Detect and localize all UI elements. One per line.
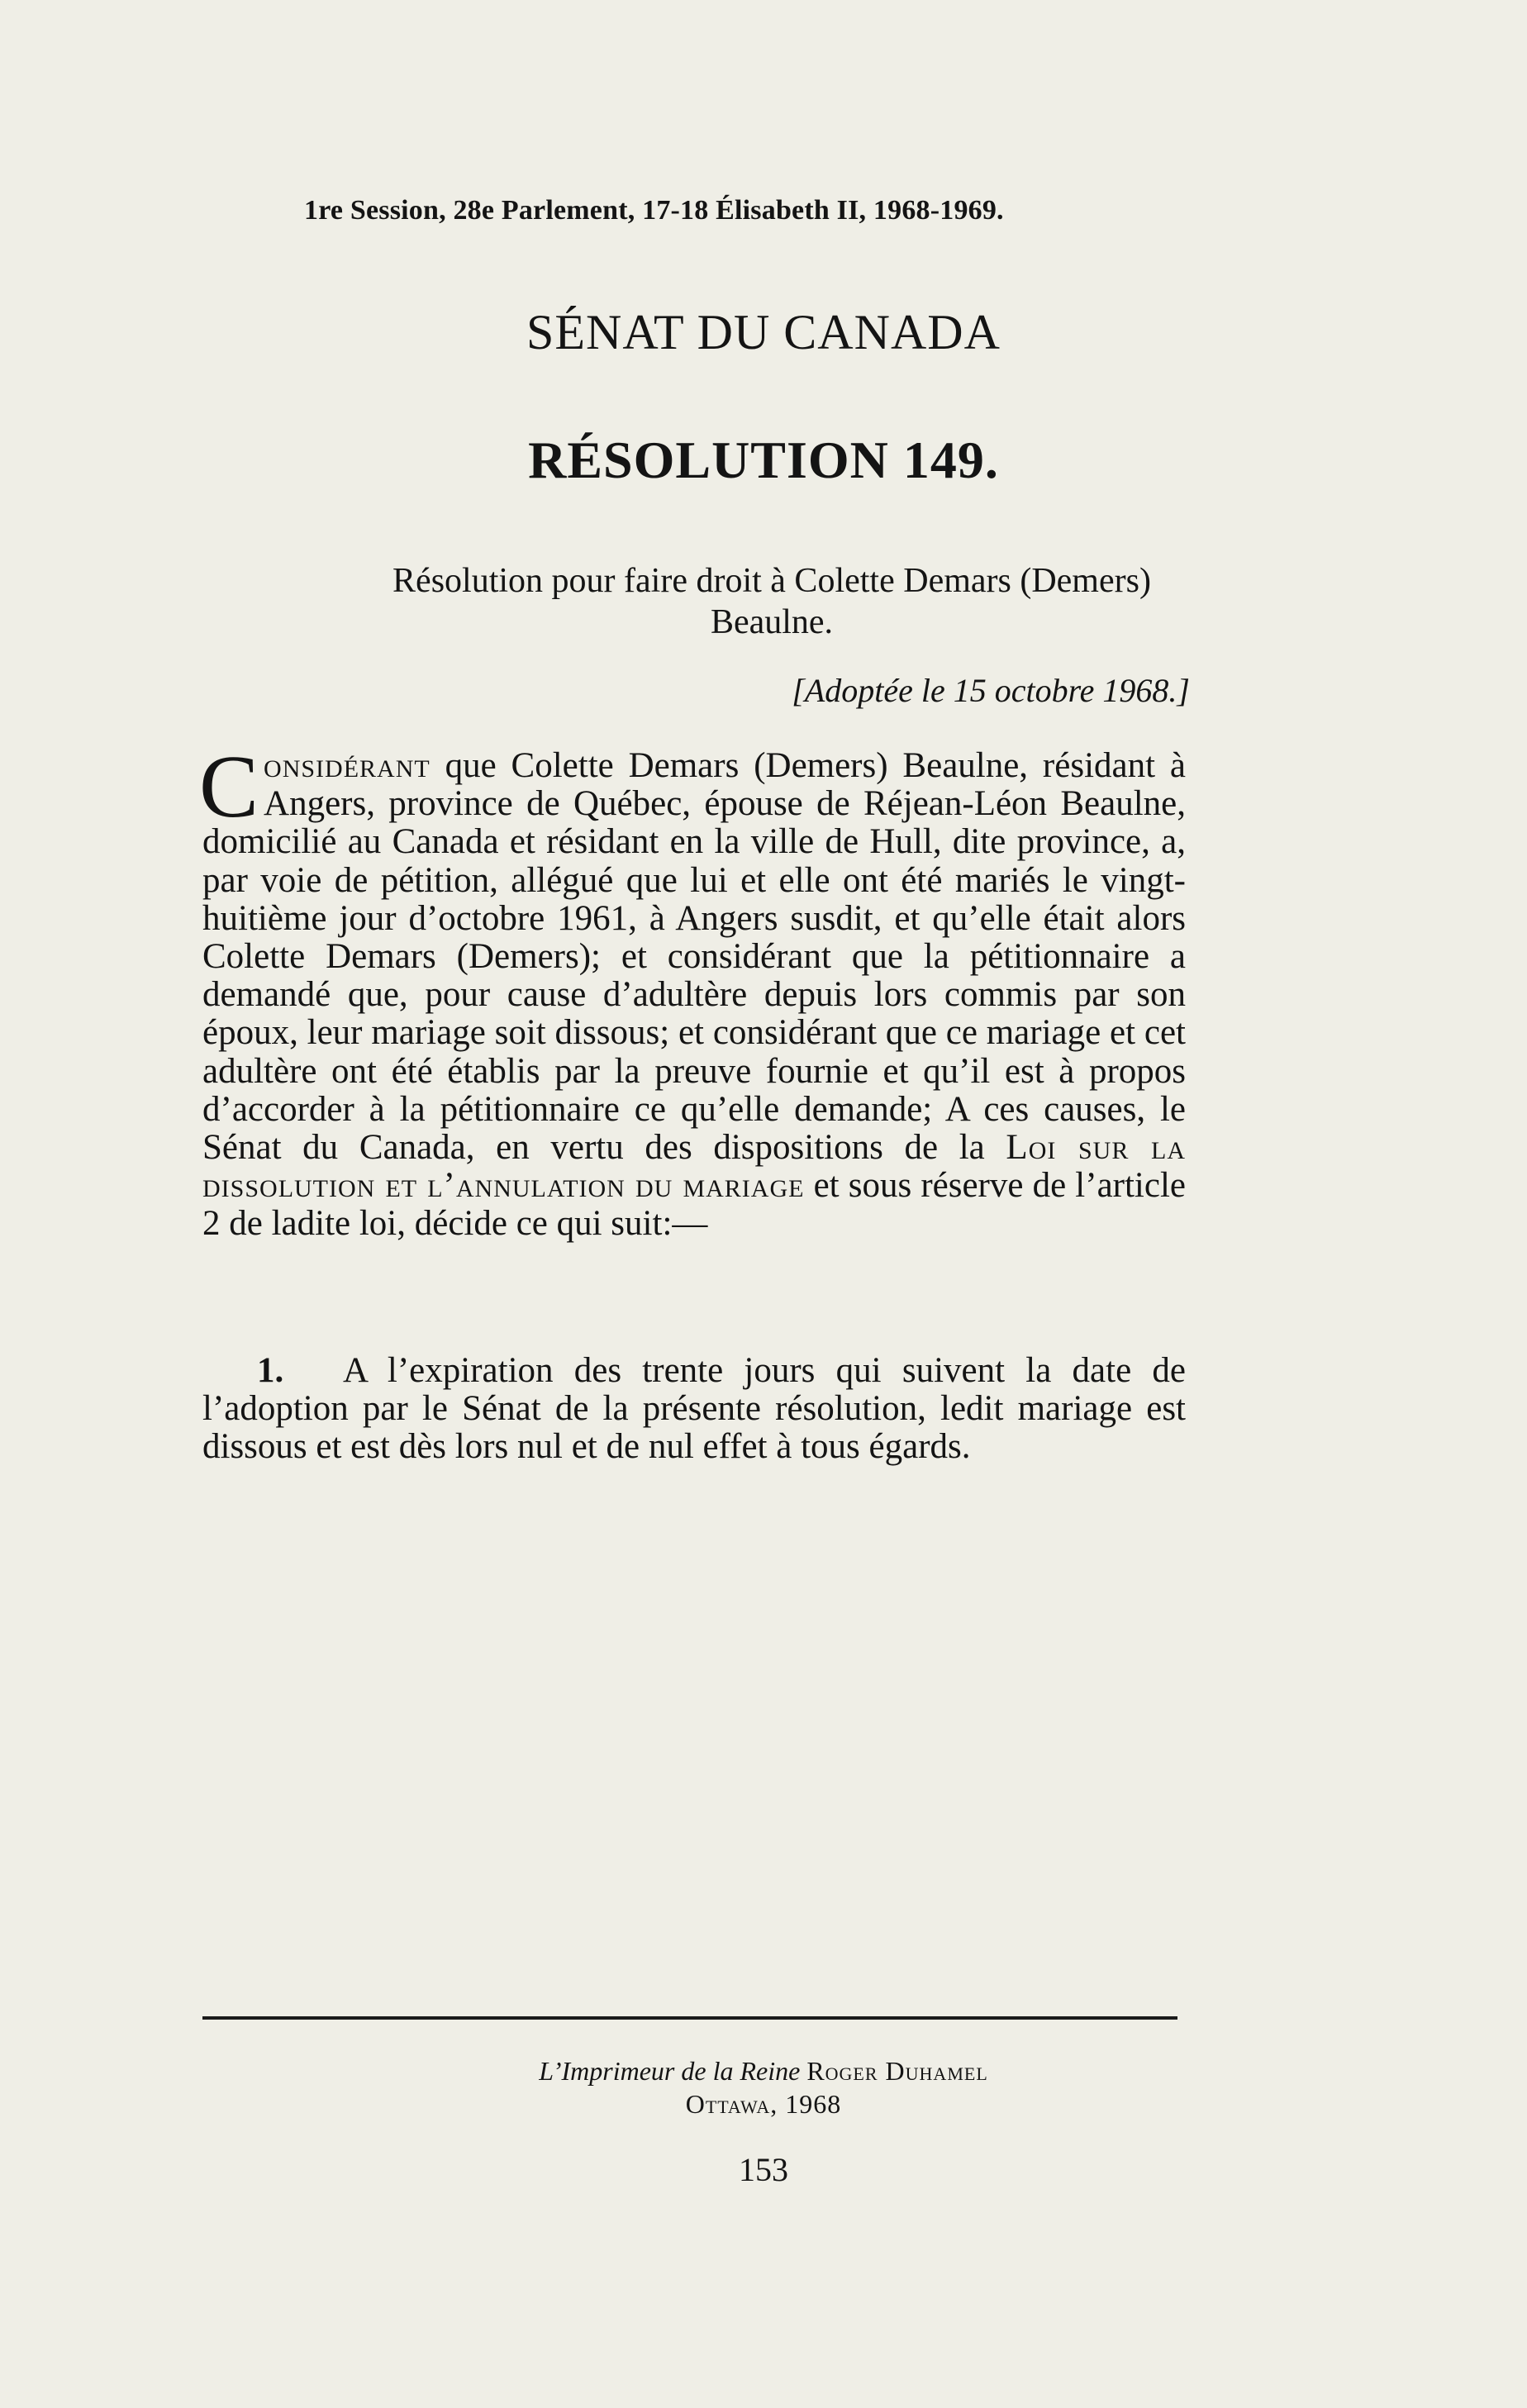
page-number: 153 (739, 2151, 788, 2188)
session-header: 1re Session, 28e Parlement, 17-18 Élisabeth II, 1968-1969. (304, 195, 1004, 226)
place-date: Ottawa, 1968 (685, 2089, 842, 2119)
preamble-text-1: que Colette Demars (Demers) Beaulne, résidant à Angers, province de Québec, épouse de Réjean-Léon Beaulne, domicilié au Canada et résidant en la ville de Hull, dite province, a, par voie de pétition, allégué que lui et elle ont été mariés le vingt-huitième jour d’octobre 1961, à Angers susdit, et qu’elle était alors Colette Demars (Demers); et considérant que la pétitionnaire a demandé que, pour cause d’adultère depuis lors commis par son époux, leur mariage soit dissous; et considérant que ce mariage et cet adultère ont été établis par la preuve fournie et qu’il est à propos d’accorder à la pétitionnaire ce qu’elle demande; A ces causes, le Sénat du Canada, en vertu des dispositions de la (202, 746, 1186, 1168)
printer-name: Roger Duhamel (806, 2056, 988, 2086)
chamber-title: SÉNAT DU CANADA (526, 305, 1001, 359)
article-number: 1. (257, 1351, 284, 1390)
preamble (199, 738, 1186, 1244)
preamble-text-2: et sous réserve de l’article 2 de ladite loi, décide ce qui suit:— (202, 1166, 1186, 1244)
article-1 (202, 1352, 1186, 1467)
footer-divider (202, 2016, 1177, 2020)
article-text: A l’expiration des trente jours qui suivent la date de l’adoption par le Sénat de la présente résolution, ledit mariage est dissous et est dès lors nul et de nul effet à tous égards. (202, 1351, 1186, 1467)
printer-credit (0, 2054, 1527, 2120)
adoption-date: [Adoptée le 15 octobre 1968.] (792, 672, 1190, 709)
printer-title: L’Imprimeur de la Reine (539, 2056, 801, 2086)
resolution-number: RÉSOLUTION 149. (528, 431, 999, 489)
printer-line (0, 2054, 1527, 2087)
drop-cap: C (199, 738, 259, 836)
resolution-title (0, 560, 1527, 643)
resolution-title-text: Résolution pour faire droit à Colette Demars (Demers) Beaulne. (392, 562, 1151, 641)
act-name: Loi sur la dissolution et l’annulation du mariage (202, 1128, 1186, 1206)
preamble-lead: onsidérant (264, 746, 431, 785)
